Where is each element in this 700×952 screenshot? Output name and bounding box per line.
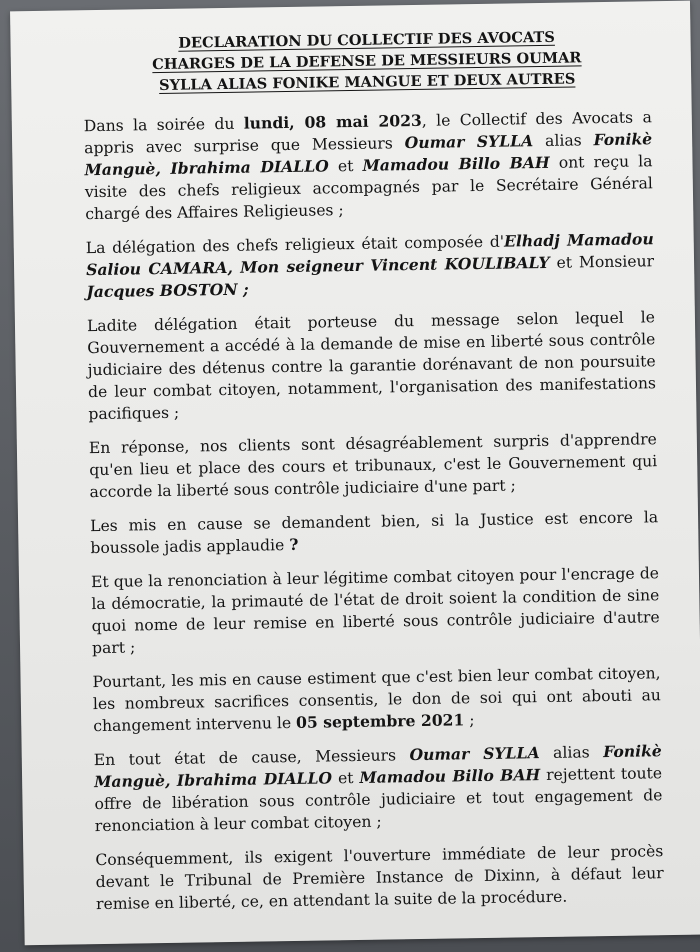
p8-name-3: Mamadou Billo BAH bbox=[359, 765, 541, 787]
paragraph-7 bbox=[92, 662, 661, 737]
document-body bbox=[82, 25, 664, 927]
paragraph-5 bbox=[90, 506, 659, 559]
p8-name-2: Fonikè Manguè, Ibrahima DIALLO bbox=[94, 741, 662, 792]
p2-text-1: La délégation des chefs religieux était composée d' bbox=[85, 232, 505, 258]
p8-text-1: En tout état de cause, Messieurs bbox=[93, 746, 410, 770]
paragraph-2 bbox=[86, 228, 655, 303]
p1-text-3: alias bbox=[533, 131, 594, 151]
p7-date: 05 septembre 2021 bbox=[295, 710, 465, 732]
document-title bbox=[82, 25, 651, 97]
p7-text-1: Pourtant, les mis en cause estiment que c'est bien leur combat citoyen, les nombreux sacrifices consentis, le don de soi qui ont abouti au changement intervenu le bbox=[92, 664, 662, 736]
p1-text-2: , le Collectif des Avocats a appris avec surprise que Messieurs bbox=[84, 108, 652, 158]
paragraph-8 bbox=[94, 740, 663, 837]
p8-text-3: et bbox=[331, 768, 360, 788]
p2-name-2: Jacques BOSTON ; bbox=[86, 279, 249, 302]
title-line-3: SYLLA ALIAS FONIKE MANGUE ET DEUX AUTRES bbox=[158, 70, 576, 95]
p8-text-4: rejettent toute offre de libération sous contrôle judiciaire et tout engagement de renonciation à leur combat citoyen ; bbox=[94, 764, 663, 836]
p1-name-1: Oumar SYLLA bbox=[404, 131, 534, 153]
p1-text-5: ont reçu la visite des chefs religieux accompagnés par le Secrétaire Général chargé des Affaires Religieuses ; bbox=[84, 152, 653, 224]
title-line-1: DECLARATION DU COLLECTIF DES AVOCATS bbox=[178, 28, 555, 52]
p5-question-mark: ? bbox=[289, 534, 299, 555]
paragraph-4: En réponse, nos clients sont désagréablement surpris d'apprendre qu'en lieu et place des cours et tribunaux, c'est le Gouvernement qui accorde la liberté sous contrôle judiciaire d'une part ; bbox=[88, 430, 658, 502]
title-line-2: CHARGES DE LA DEFENSE DE MESSIEURS OUMAR bbox=[152, 49, 582, 74]
p1-name-2: Fonikè Manguè, Ibrahima DIALLO bbox=[84, 129, 653, 180]
p5-text-1: Les mis en cause se demandent bien, si la Justice est encore la boussole jadis applaudie bbox=[89, 508, 659, 558]
p8-text-2: alias bbox=[539, 743, 604, 763]
p1-date: lundi, 08 mai 2023 bbox=[243, 110, 422, 133]
paragraph-3: Ladite délégation était porteuse du message selon lequel le Gouvernement a accédé à la demande de mise en liberté sous contrôle judiciaire des détenus contre la garantie dorénavant de non poursuite de leur combat citoyen, notamment, l'organisation des manifestations pacifiques ; bbox=[86, 308, 657, 424]
p7-text-2: ; bbox=[464, 711, 475, 730]
paragraph-6: Et que la renonciation à leur légitime combat citoyen pour l'encrage de la démocratie, la primauté de l'état de droit soient la condition de sine quoi nome de leur remise en liberté sous contrôle judiciaire d'autre part ; bbox=[90, 564, 660, 658]
p1-text-1: Dans la soirée du bbox=[83, 114, 244, 136]
p1-name-3: Mamadou Billo BAH bbox=[362, 152, 550, 175]
p2-name-1: Elhadj Mamadou Saliou CAMARA, Mon seigneur Vincent KOULIBALY bbox=[85, 229, 654, 280]
document-sheet bbox=[10, 1, 700, 946]
paragraph-1 bbox=[84, 106, 654, 225]
p1-text-4: et bbox=[328, 156, 363, 176]
p2-text-2: et Monsieur bbox=[549, 252, 655, 272]
p8-name-1: Oumar SYLLA bbox=[409, 743, 540, 765]
paragraph-9: Conséquemment, ils exigent l'ouverture immédiate de leur procès devant le Tribunal de Première Instance de Dixinn, à défaut leur remise en liberté, ce, en attendant la suite de la procédure. bbox=[95, 842, 664, 914]
